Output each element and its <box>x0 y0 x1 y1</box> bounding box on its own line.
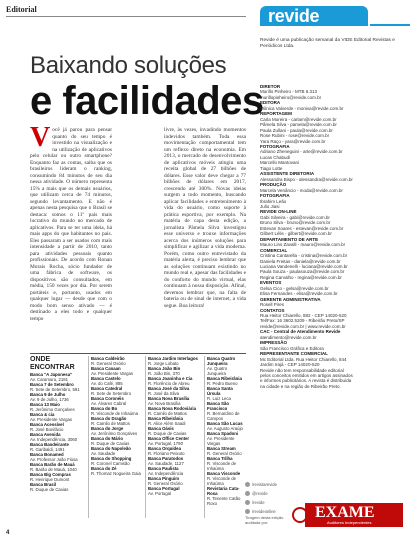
store-entry <box>91 426 146 436</box>
masthead-line: Cristina Cantarella - cristina@revide.com.br <box>260 253 348 259</box>
store-name: Banca Catedral <box>91 386 123 391</box>
store-entry <box>91 446 146 456</box>
audit-note: Tiragem desta edição auditada por: <box>245 515 284 525</box>
store-entry <box>148 456 203 466</box>
store-address: Av. Nova Brasília <box>148 401 181 406</box>
store-address: Av. 9 de Julho, 1736 <box>30 397 69 402</box>
store-name: Banca 13 Maio <box>30 402 60 407</box>
masthead-line: e informes publicitários. A revista é distribuída <box>260 378 352 384</box>
masthead-line: Gelsa Cico - gelsa@revide.com.br <box>260 285 329 291</box>
store-entry <box>91 436 146 446</box>
store-name: Banca do Shopping <box>91 456 132 461</box>
masthead-line: revide@revide.com.br | www.revide.com.br <box>260 323 346 329</box>
masthead-line: Marcello Mantovani <box>260 160 300 166</box>
store-name: Banca & cia <box>30 412 55 417</box>
store-address: R. Visconde de Inhaúma <box>207 476 237 486</box>
store-address: R. Camilo de Mattos <box>91 421 130 426</box>
store-name: Banca Nova Rodoviária <box>148 406 196 411</box>
masthead-heading: REPORTAGEM <box>260 111 292 117</box>
store-name: Banca Oásis <box>148 426 174 431</box>
masthead-heading: ASSISTENTE DIRETORIA <box>260 171 315 177</box>
store-name: Banca Coronéis <box>91 396 124 401</box>
store-entry <box>91 406 146 416</box>
column-rule <box>88 356 89 518</box>
store-address: R. General Osório <box>91 361 126 366</box>
masthead-line: Paula Souza - paulasouza@revide.com.br <box>260 269 345 275</box>
store-name: Banca do Mário <box>91 436 123 441</box>
masthead-line: Lucas Chabudi <box>260 154 291 160</box>
store-name: Banca Jardim Interlagos <box>148 356 198 361</box>
store-name: Banca Orquídea <box>148 446 181 451</box>
store-entry <box>207 421 247 431</box>
masthead-line: Estevan Soares - estevan@revide.com.br <box>260 225 344 231</box>
store-address: R. Camilo de Mattos <box>148 411 187 416</box>
store-address: R. Visconde de Inhaúma <box>207 461 237 471</box>
masthead-line: Rose Rubini - rose@revide.com.br <box>260 133 330 139</box>
store-entry <box>148 396 203 406</box>
store-address: R. Garibaldi, 1491 <box>30 447 65 452</box>
store-address: R. Sete de Setembro, 591 <box>30 387 80 392</box>
masthead-heading: PRODUÇÃO <box>260 182 287 188</box>
store-entry <box>148 376 203 386</box>
stores-title: ONDE ENCONTRAR <box>30 356 75 371</box>
store-address: R. José Bonifácio <box>30 427 64 432</box>
store-name: Banca São Francisco <box>207 401 229 411</box>
store-address: R. Tenente Catão Roxo <box>207 496 241 506</box>
masthead-heading: EVENTOS <box>260 280 282 286</box>
store-name: Banca Trilha <box>207 456 233 461</box>
masthead-line: Pâmela Silva - pamela@revide.com.br <box>260 122 337 128</box>
store-name: Banca Pinguim <box>148 476 180 481</box>
store-address: R. Duque de Caxias <box>30 487 69 492</box>
masthead-line: Alessandra Bispo - alessandra@revide.com.br <box>260 176 353 182</box>
store-name: Banca Joaninha e Cia <box>148 376 193 381</box>
store-address: R. Floriano Peixoto <box>148 451 185 456</box>
store-name: Banca Santa Úrsula <box>207 386 233 396</box>
store-address: Av. Portugal, 1790 <box>148 441 183 446</box>
store-entry <box>148 486 203 496</box>
store-entry <box>30 442 85 452</box>
store-address: Av. Independência, 3060 <box>30 437 78 442</box>
store-name: Banca Big Compras <box>30 472 71 477</box>
store-name: Banca Nova Brasília <box>148 396 190 401</box>
store-name: Banca 7 de Setembro <box>30 382 74 387</box>
store-name: Banca Office Center <box>148 436 190 441</box>
store-entry <box>91 356 146 366</box>
masthead-line: Rosell Pires <box>260 302 285 308</box>
headline-line-1: Baixando soluções <box>30 52 227 79</box>
store-address: Av. Presidente Vargas <box>91 371 134 376</box>
store-entry <box>148 476 203 486</box>
masthead-line: Mônica Valverde - moniva@revide.com.br <box>260 105 344 111</box>
store-name: Banca Ribeirânia <box>148 416 183 421</box>
store-address: R. João Bin, 370 <box>148 371 180 376</box>
store-name: Banca do Zé <box>91 466 117 471</box>
masthead-intro: Revide é uma publicação semanal da VIDE Editorial Revistas e Periódicos Ltda. <box>260 38 395 49</box>
stores-divider <box>30 353 246 354</box>
store-address: Av. Presidente Vargas <box>30 417 73 422</box>
store-entry <box>91 466 146 476</box>
masthead-line: Paula Zullani - paula@revide.com.br <box>260 127 333 133</box>
stores-column-2 <box>91 356 146 476</box>
masthead-line: Jardim Irajá - CEP 14020-520 <box>260 362 320 368</box>
store-address: R. Henrique Dumont <box>30 477 70 482</box>
section-label: Editorial <box>6 5 37 14</box>
store-entry <box>148 356 203 366</box>
body-text-2: livre, às vezes, invadindo momentos indevidos também. Toda essa movimentação comportamental tem um reflexo direto na economia. Em 2013, o mercado de desenvolvimento de aplicativos móveis atingiu uma receita global de 27 bilhões de dólares. Esse valor deve chegar a 77 bilhões de dólares em 2017, crescendo até 300%. Novas ideias surgem a todo momento, buscando aplicar facilidades e entretenimento à vida do usuário, como suporte à prática esportiva, por exemplo. Na matéria de capa desta edição, a jornalista Pâmela Silva investigou esse universo e trouxe informações acerca dos inúmeros soluções para simplificar e agilizar a vida moderna. Porém, como outro entrevistado da matéria alerta, é preciso lembrar que as soluções continuam existindo no mundo real e, apesar das facilidades e do conforto do mundo virtual, elas continuam à nossa disposição. Afinal, devemos lembrar que, na falta de bateria ou de sinal de internet, a vida segue. Boa leitura! <box>164 127 246 309</box>
masthead-line: Gabi Silveira - gabi@revide.com.br <box>260 214 330 220</box>
masthead-heading: REVIDE ON-LINE <box>260 209 297 215</box>
store-entry <box>30 412 85 422</box>
store-name: Banca José da Silva <box>148 386 190 391</box>
headline-line-2: e facilidades <box>30 79 264 123</box>
masthead-line: Adriano Zheneguini - arte@revide.com.br <box>260 149 343 155</box>
store-name: Banca Portugal <box>148 486 180 491</box>
store-entry <box>207 356 247 376</box>
store-address: R. Bernardino de Campos <box>207 411 240 421</box>
store-entry <box>30 402 85 412</box>
masthead-heading: CAC - Central de Atendimento Revide <box>260 329 341 335</box>
social-links <box>245 480 290 516</box>
store-entry <box>30 422 85 432</box>
masthead <box>260 84 412 389</box>
masthead-line: Tel/Fax: 16 3602.5209 - Ribeirão Preto/SP <box>260 318 345 324</box>
social-link[interactable]: /revideonline <box>245 507 290 516</box>
store-address: Av. Álvares Cabral <box>91 401 127 406</box>
store-name: Banca Avenida <box>30 432 61 437</box>
store-entry <box>30 472 85 482</box>
store-address: Av. Caramuru, 2181 <box>30 377 69 382</box>
masthead-heading: DIRETOR <box>260 84 281 89</box>
store-entry <box>30 462 85 472</box>
masthead-line: murillopinheiro@revide.com.br <box>260 94 322 100</box>
store-name: Banca Spadoni <box>207 431 239 436</box>
store-address: Av. Saudade, 1127 <box>148 461 184 466</box>
store-entry <box>91 366 146 376</box>
store-address: R. Jorge Lobato <box>148 361 179 366</box>
social-link[interactable]: /revistarevide <box>245 480 290 489</box>
store-name: Banca Castelo <box>91 376 121 381</box>
masthead-line: pelos conceitos emitidos em artigos assinados <box>260 373 353 379</box>
store-address: Av. Augusto Araújo <box>207 426 243 431</box>
store-name: Banca Ribeirânia <box>207 376 242 381</box>
store-address: R. Pedro Bueno <box>207 381 238 386</box>
store-address: R. Florêncio de Abreu <box>148 381 190 386</box>
store-entry <box>30 392 85 402</box>
store-name: Banca Paulista <box>148 466 179 471</box>
masthead-heading: CONTATOS <box>260 307 285 313</box>
store-entry <box>207 386 247 401</box>
store-entry <box>30 382 85 392</box>
store-name: Banca Acessível <box>30 422 64 427</box>
masthead-line: Yara Raço - yara@revide.com.br <box>260 138 326 144</box>
store-name: Banca João Bin <box>148 366 181 371</box>
masthead-heading: GERENTE ADMINISTRATIVA <box>260 296 321 302</box>
masthead-line: Rua Heitor Chiarello, 882 - CEP 14020-520 <box>260 313 347 319</box>
top-divider <box>6 16 246 17</box>
store-entry <box>148 406 203 416</box>
store-name: Banca Visconde <box>207 471 241 476</box>
masthead-line: Ibrahim Leão <box>260 198 287 204</box>
store-address: R. Visconde de Inhaúma <box>91 411 138 416</box>
body-column-2 <box>164 127 246 309</box>
facebook-icon <box>245 482 250 487</box>
masthead-line: Marcela Venâncio - moda@revide.com.br <box>260 187 343 193</box>
logo-rule <box>370 24 410 26</box>
masthead-heading: FOTOGRAFIA <box>260 143 290 149</box>
store-entry <box>91 396 146 406</box>
store-name: Banca do Napoleão <box>91 446 131 451</box>
masthead-line: Mauro Lins Zavalli - mauro@revide.com.br <box>260 242 346 248</box>
store-entry <box>91 376 146 386</box>
store-address: R. Coronel Camisão <box>91 461 130 466</box>
store-entry <box>148 366 203 376</box>
store-name: Banca Quatro Junqueira <box>207 356 236 366</box>
masthead-line: Murillo Pinheiro - MTB 6.313 <box>260 89 318 95</box>
instagram-icon <box>245 500 250 505</box>
store-name: Banca Paratodos <box>148 456 184 461</box>
masthead-heading: DEPARTAMENTO DE ARTE <box>260 236 319 242</box>
masthead-line: São Francisco Gráfica e Editora <box>260 345 324 351</box>
masthead-line: Elisa Fernandes - elisa@revide.com.br <box>260 291 338 297</box>
masthead-heading: IMPRESSÃO <box>260 340 288 346</box>
store-address: R. Alice Além Saadi <box>148 421 186 426</box>
store-entry <box>207 431 247 446</box>
store-name: Banca Stream <box>207 446 236 451</box>
body-column-1 <box>30 122 112 322</box>
masthead-heading: REPRESENTANTE COMERCIAL <box>260 351 328 357</box>
store-entry <box>148 446 203 456</box>
masthead-line: Revide não tem responsabilidade editorial <box>260 367 344 373</box>
store-name: Banca "A Japonesa" <box>30 372 73 377</box>
store-name: Revistaria Cata-Rosa <box>207 486 240 496</box>
store-address: Av. Quatro Junqueira <box>207 366 228 376</box>
store-name: Banca Barão de Mauá <box>30 462 75 467</box>
revide-logo: revide <box>260 6 368 26</box>
masthead-line: Carla Moreira - carlam@revide.com.br <box>260 116 337 122</box>
store-entry <box>91 456 146 466</box>
store-entry <box>207 376 247 386</box>
masthead-line: atendimento@revide.com.br <box>260 334 317 340</box>
drop-cap: V <box>30 122 51 153</box>
store-entry <box>207 471 247 486</box>
store-entry <box>91 386 146 396</box>
stores-column-4 <box>207 356 247 506</box>
store-entry <box>91 416 146 426</box>
store-address: R. General Osório <box>148 481 183 486</box>
store-name: Banca do Jorge <box>91 426 124 431</box>
store-name: Banca Canaan <box>91 366 121 371</box>
store-entry <box>207 401 247 421</box>
masthead-line: Gilbert Lélis - gilbert@revide.com.br <box>260 231 332 237</box>
store-address: Av. Presidente Vargas <box>207 436 235 446</box>
column-rule <box>204 356 205 518</box>
store-name: Banca Brasil <box>30 482 57 487</box>
masthead-line: Tiago Lotte <box>260 165 283 171</box>
store-address: R. Duque de Caxias <box>91 441 130 446</box>
store-address: R. Jerônimo Gonçalves <box>30 407 75 412</box>
store-name: Banca do Bo <box>91 406 118 411</box>
store-name: Banca São Lucas <box>207 421 243 426</box>
masthead-line: Mc Editorial Ltda. Rua Heitor Chiarello, 844 <box>260 356 347 362</box>
store-address: Av. Professor João Fiúsa <box>30 457 78 462</box>
store-address: R. Barão de Mauá, 1040 <box>30 467 77 472</box>
youtube-icon <box>245 509 250 514</box>
store-entry <box>148 386 203 396</box>
store-name: Banca Bandeirante <box>30 442 69 447</box>
masthead-heading: EDITORA <box>260 100 281 106</box>
store-address: R. Luiz Leca <box>207 396 231 401</box>
body-text-1: ocê já parou para pensar quanto do seu tempo é investido na visualização e na utilização de aplicativos pelo celular ou outro smartphone? Enquanto faz as contas, saiba que os brasileiros lideram o ranking, consumindo 84 minutos de seu dia nessa atividade. O número representa 15% a mais que os demais usuários, que utilizam cerca de 74 minutos, segundo levantamento. E não é apenas nesta pesquisa que o Brasil se destaca: somos o 11º país mais lucrativo do mundo no mercado de aplicativos. Para se ter uma ideia, há mais apps do que habitantes no país. Eles passaram a ser usados com mais intensidade a partir de 2010, tanto para atividades pessoais quanto profissionais. De acordo com Ronan Morais Rocha, sócio fundador de uma fábrica de software, os dispositivos são consultados, em média, 150 vezes por dia. Por serem portáteis e, portanto, usados em qualquer lugar — desde que com o modo bom senso ativado — é destinado a eles todo e qualquer tempo <box>30 127 112 322</box>
store-address: R. Thomaz Nogueira Gaia <box>91 471 141 476</box>
store-entry <box>30 372 85 382</box>
store-entry <box>148 466 203 476</box>
store-entry <box>30 482 85 492</box>
store-entry <box>148 416 203 426</box>
store-address: Av. do Café, 885 <box>91 381 123 386</box>
masthead-line: Bruno Silva - bruno@revide.com.br <box>260 220 331 226</box>
masthead-heading: FOTOGRAFIA <box>260 193 290 199</box>
masthead-heading: COMERCIAL <box>260 247 288 253</box>
store-address: Av. Saudade <box>91 451 116 456</box>
store-address: R. General Osório <box>207 451 242 456</box>
store-name: Banca do Dragão <box>91 416 127 421</box>
store-address: Av. Portugal <box>148 491 172 496</box>
stores-column-1 <box>30 372 85 492</box>
store-entry <box>30 452 85 462</box>
store-address: Av. Jerônimo Gonçalves <box>91 431 138 436</box>
store-entry <box>207 456 247 471</box>
social-link[interactable]: /revide <box>245 498 290 507</box>
store-entry <box>30 432 85 442</box>
store-entry <box>148 426 203 436</box>
masthead-line: Daniela Freitas - daniela@revide.com.br <box>260 258 341 264</box>
store-name: Banca 9 de Julho <box>30 392 66 397</box>
masthead-line: Regina Carvalho - regina@revide.com.br <box>260 274 342 280</box>
store-address: R. José da Silva <box>148 391 180 396</box>
exame-logo: EXAME Auditores Independentes <box>305 503 403 527</box>
store-name: Banca Bonamed <box>30 452 64 457</box>
store-address: R. Sete de Setembro <box>91 391 132 396</box>
store-name: Banca Caldeirão <box>91 356 125 361</box>
twitter-icon <box>245 491 250 496</box>
store-address: R. Duque de Caxias <box>148 431 187 436</box>
store-entry <box>148 436 203 446</box>
store-address: Av. Independência <box>148 471 184 476</box>
masthead-line: na cidade e na região de Ribeirão Preto. <box>260 383 341 389</box>
store-entry <box>207 446 247 456</box>
social-link[interactable]: @revide <box>245 489 290 498</box>
page-number: 4 <box>6 530 10 536</box>
masthead-line: Luciana Vandenelli - luciana@revide.com.br <box>260 263 348 269</box>
stores-column-3 <box>148 356 203 496</box>
store-entry <box>207 486 247 506</box>
masthead-line: Julio Jiasi <box>260 203 280 209</box>
